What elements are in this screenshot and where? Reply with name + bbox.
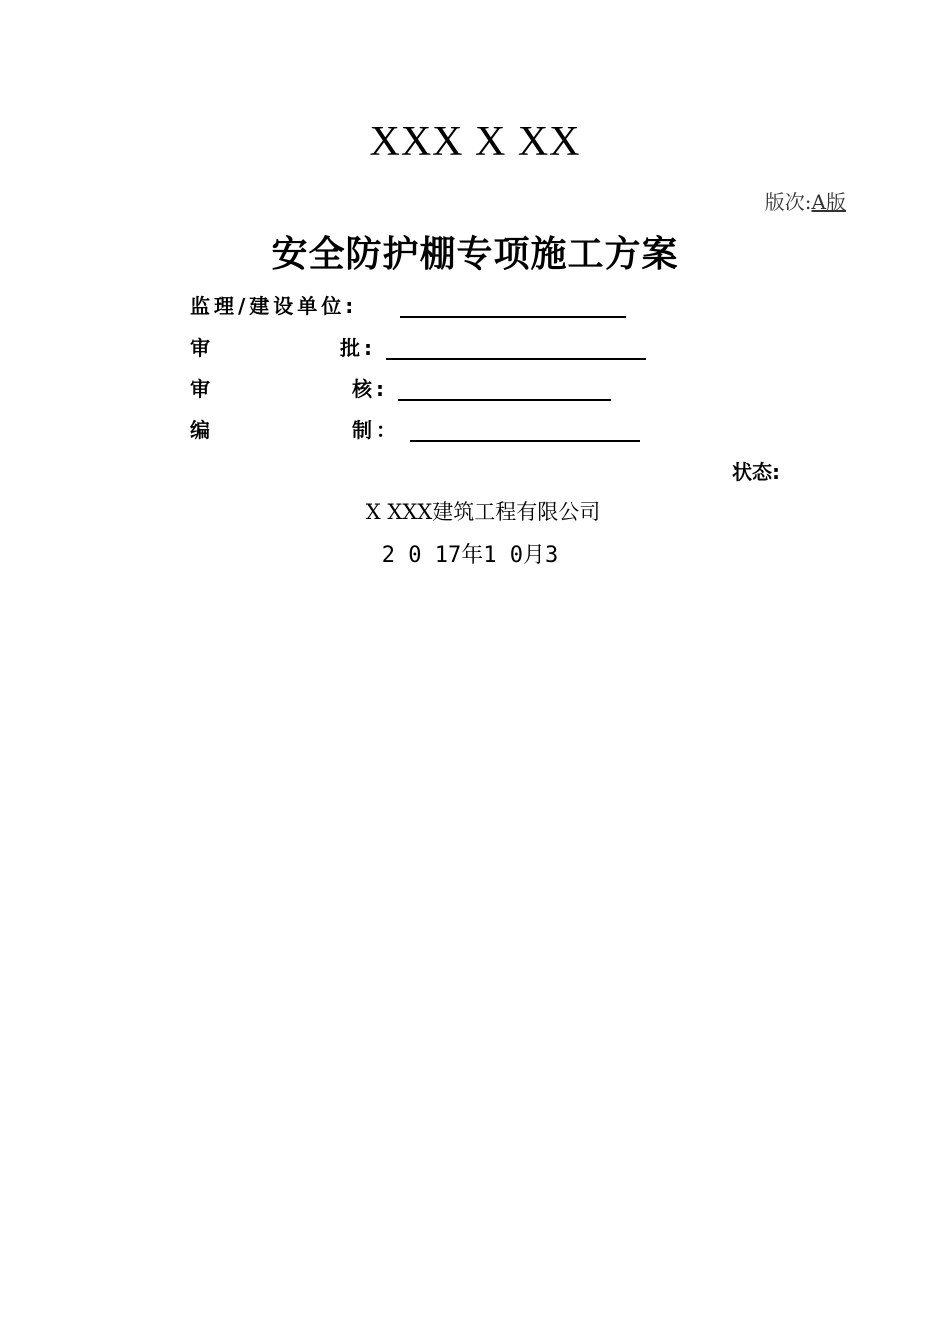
approve-signature-line	[386, 358, 646, 360]
version-info	[765, 186, 846, 215]
document-date: 2 0 17年1 0月3	[381, 543, 559, 568]
company-name: X XXX建筑工程有限公司	[365, 500, 601, 524]
prepare-signature-line	[410, 440, 640, 442]
review-label-first: 审	[190, 377, 214, 401]
review-label-second: 核:	[352, 377, 388, 401]
document-code: XXX X XX	[369, 119, 581, 165]
supervisor-label: 监理/建设单位:	[190, 294, 358, 318]
document-title: 安全防护棚专项施工方案	[271, 234, 679, 275]
review-row	[190, 373, 620, 403]
status-label: 状态:	[732, 460, 780, 484]
version-label: 版次:	[764, 190, 812, 214]
review-signature-line	[398, 399, 611, 401]
prepare-label-second: 制：	[352, 418, 400, 442]
prepare-label-first: 编	[190, 418, 214, 442]
supervisor-signature-line	[400, 316, 626, 318]
approve-row	[190, 332, 660, 362]
approve-label-second: 批:	[340, 336, 376, 360]
approve-label-first: 审	[190, 336, 214, 360]
version-value: A版	[811, 190, 846, 214]
supervisor-row	[190, 290, 640, 320]
prepare-row	[190, 414, 650, 444]
